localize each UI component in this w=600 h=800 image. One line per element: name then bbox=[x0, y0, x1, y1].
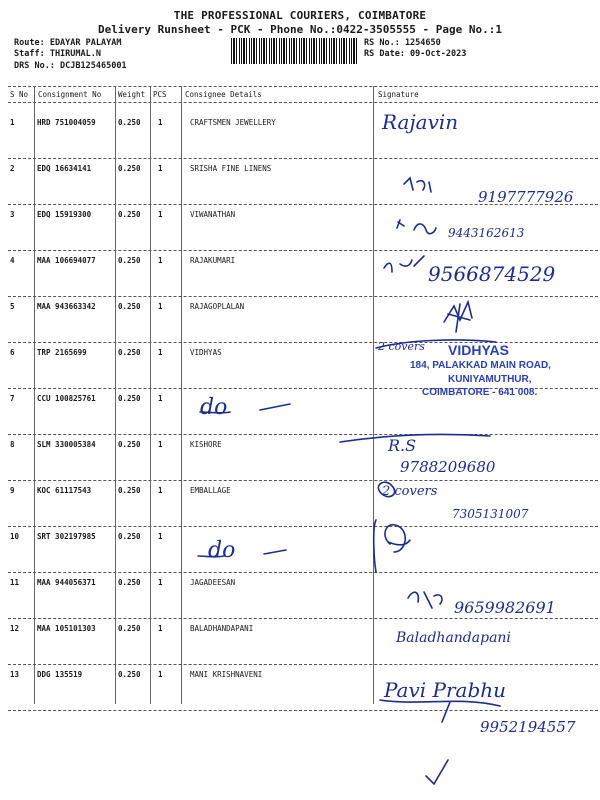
row-pcs: 1 bbox=[158, 164, 163, 173]
ditto-row-7: do bbox=[200, 395, 228, 420]
row-weight: 0.250 bbox=[118, 486, 141, 495]
col-header-signature: Signature bbox=[378, 90, 419, 99]
row-sno: 7 bbox=[10, 394, 15, 403]
phone-row-8: 9788209680 bbox=[400, 458, 496, 476]
stamp-line-2: 184, PALAKKAD MAIN ROAD, bbox=[410, 360, 551, 371]
row-pcs: 1 bbox=[158, 624, 163, 633]
row-consignee: VIDHYAS bbox=[190, 348, 222, 357]
row-consignee: JAGADEESAN bbox=[190, 578, 236, 587]
runsheet-subtitle: Delivery Runsheet - PCK - Phone No.:0422-3505555 - Page No.:1 bbox=[98, 23, 502, 36]
rs-number: RS No.: 1254650 bbox=[364, 38, 441, 48]
signature-row-8: R.S bbox=[388, 436, 417, 455]
row-consignee: EMBALLAGE bbox=[190, 486, 231, 495]
row-sno: 13 bbox=[10, 670, 20, 679]
checkmark bbox=[426, 760, 448, 784]
ditto-row-10: do bbox=[208, 538, 236, 563]
row-weight: 0.250 bbox=[118, 532, 141, 541]
row-sno: 2 bbox=[10, 164, 15, 173]
stamp-line-1: VIDHYAS bbox=[448, 342, 509, 358]
signature-row-5 bbox=[444, 302, 472, 332]
row-weight: 0.250 bbox=[118, 256, 141, 265]
stroke-row-8 bbox=[340, 434, 490, 442]
row-consignee: VIWANATHAN bbox=[190, 210, 236, 219]
covers-row-6: 2 covers bbox=[378, 340, 425, 353]
row-pcs: 1 bbox=[158, 578, 163, 587]
phone-row-2: 9197777926 bbox=[478, 188, 574, 206]
circle-row-9 bbox=[378, 482, 394, 496]
row-pcs: 1 bbox=[158, 670, 163, 679]
row-pcs: 1 bbox=[158, 532, 163, 541]
mark-row-3 bbox=[397, 220, 404, 228]
row-pcs: 1 bbox=[158, 302, 163, 311]
row-consignment-no: HRD 751004059 bbox=[37, 118, 96, 127]
row-consignee: CRAFTSMEN JEWELLERY bbox=[190, 118, 276, 127]
row-weight: 0.250 bbox=[118, 578, 141, 587]
row-consignee: MANI KRISHNAVENI bbox=[190, 670, 263, 679]
col-header-sno: S No bbox=[10, 90, 29, 99]
row-weight: 0.250 bbox=[118, 670, 141, 679]
row-sno: 3 bbox=[10, 210, 15, 219]
row-weight: 0.250 bbox=[118, 624, 141, 633]
row-pcs: 1 bbox=[158, 256, 163, 265]
drs-number: DRS No.: DCJB125465001 bbox=[14, 61, 127, 71]
row-weight: 0.250 bbox=[118, 118, 141, 127]
row-sno: 4 bbox=[10, 256, 15, 265]
vidhyas-stamp bbox=[392, 340, 592, 406]
signature-row-2 bbox=[404, 178, 431, 192]
row-weight: 0.250 bbox=[118, 440, 141, 449]
row-consignment-no: EDQ 15919300 bbox=[37, 210, 92, 219]
phone-row-9: 7305131007 bbox=[452, 507, 529, 521]
row-consignment-no: EDQ 16634141 bbox=[37, 164, 92, 173]
phone-row-13: 9952194557 bbox=[480, 718, 576, 736]
route: Route: EDAYAR PALAYAM bbox=[14, 38, 122, 48]
signature-row-12: Baladhandapani bbox=[396, 630, 511, 646]
phone-row-11: 9659982691 bbox=[454, 598, 556, 617]
row-consignee: BALADHANDAPANI bbox=[190, 624, 254, 633]
col-header-consignee: Consignee Details bbox=[185, 90, 262, 99]
row-consignment-no: MAA 105101303 bbox=[37, 624, 96, 633]
row-consignment-no: MAA 943663342 bbox=[37, 302, 96, 311]
col-header-weight: Weight bbox=[118, 90, 146, 99]
row-pcs: 1 bbox=[158, 440, 163, 449]
staff: Staff: THIRUMAL.N bbox=[14, 49, 101, 59]
row-weight: 0.250 bbox=[118, 210, 141, 219]
row-consignment-no: KOC 61117543 bbox=[37, 486, 92, 495]
row-pcs: 1 bbox=[158, 118, 163, 127]
signature-row-10 bbox=[374, 520, 410, 572]
col-header-consignment: Consignment No bbox=[38, 90, 102, 99]
row-consignee: RAJAKUMARI bbox=[190, 256, 236, 265]
row-weight: 0.250 bbox=[118, 164, 141, 173]
row-consignment-no: DDG 135519 bbox=[37, 670, 83, 679]
row-pcs: 1 bbox=[158, 348, 163, 357]
row-sno: 5 bbox=[10, 302, 15, 311]
row-consignee: RAJAGOPLALAN bbox=[190, 302, 245, 311]
row-sno: 8 bbox=[10, 440, 15, 449]
row-pcs: 1 bbox=[158, 210, 163, 219]
col-header-pcs: PCS bbox=[153, 90, 167, 99]
row-pcs: 1 bbox=[158, 394, 163, 403]
ditto-dash-row-7 bbox=[200, 404, 290, 413]
row-weight: 0.250 bbox=[118, 348, 141, 357]
stroke-row-13 bbox=[380, 700, 500, 722]
signature-row-3 bbox=[414, 224, 436, 234]
row-consignment-no: TRP 2165699 bbox=[37, 348, 87, 357]
row-weight: 0.250 bbox=[118, 394, 141, 403]
row-consignment-no: MAA 944056371 bbox=[37, 578, 96, 587]
phone-row-3: 9443162613 bbox=[448, 226, 525, 240]
row-sno: 9 bbox=[10, 486, 15, 495]
row-consignment-no: SRT 302197985 bbox=[37, 532, 96, 541]
row-consignment-no: SLM 330005384 bbox=[37, 440, 96, 449]
covers-row-9: 2 covers bbox=[382, 484, 438, 499]
signature-row-11 bbox=[408, 592, 442, 608]
row-sno: 11 bbox=[10, 578, 20, 587]
row-pcs: 1 bbox=[158, 486, 163, 495]
row-consignee: KISHORE bbox=[190, 440, 222, 449]
row-sno: 1 bbox=[10, 118, 15, 127]
rs-date: RS Date: 09-Oct-2023 bbox=[364, 49, 467, 59]
stamp-line-4: COIMBATORE - 641 008. bbox=[422, 387, 538, 398]
phone-row-4: 9566874529 bbox=[428, 262, 556, 286]
row-consignee: SRISHA FINE LINENS bbox=[190, 164, 272, 173]
row-sno: 12 bbox=[10, 624, 20, 633]
row-sno: 6 bbox=[10, 348, 15, 357]
row-weight: 0.250 bbox=[118, 302, 141, 311]
stamp-line-3: KUNIYAMUTHUR, bbox=[448, 374, 532, 385]
signature-row-13: Pavi Prabhu bbox=[384, 678, 507, 702]
company-name: THE PROFESSIONAL COURIERS, COIMBATORE bbox=[173, 9, 427, 22]
row-consignment-no: MAA 106694077 bbox=[37, 256, 96, 265]
ditto-dash-row-10 bbox=[198, 550, 286, 557]
signature-row-4 bbox=[384, 256, 424, 272]
row-consignment-no: CCU 100825761 bbox=[37, 394, 96, 403]
signature-row-1: Rajavin bbox=[382, 110, 459, 134]
row-sno: 10 bbox=[10, 532, 20, 541]
